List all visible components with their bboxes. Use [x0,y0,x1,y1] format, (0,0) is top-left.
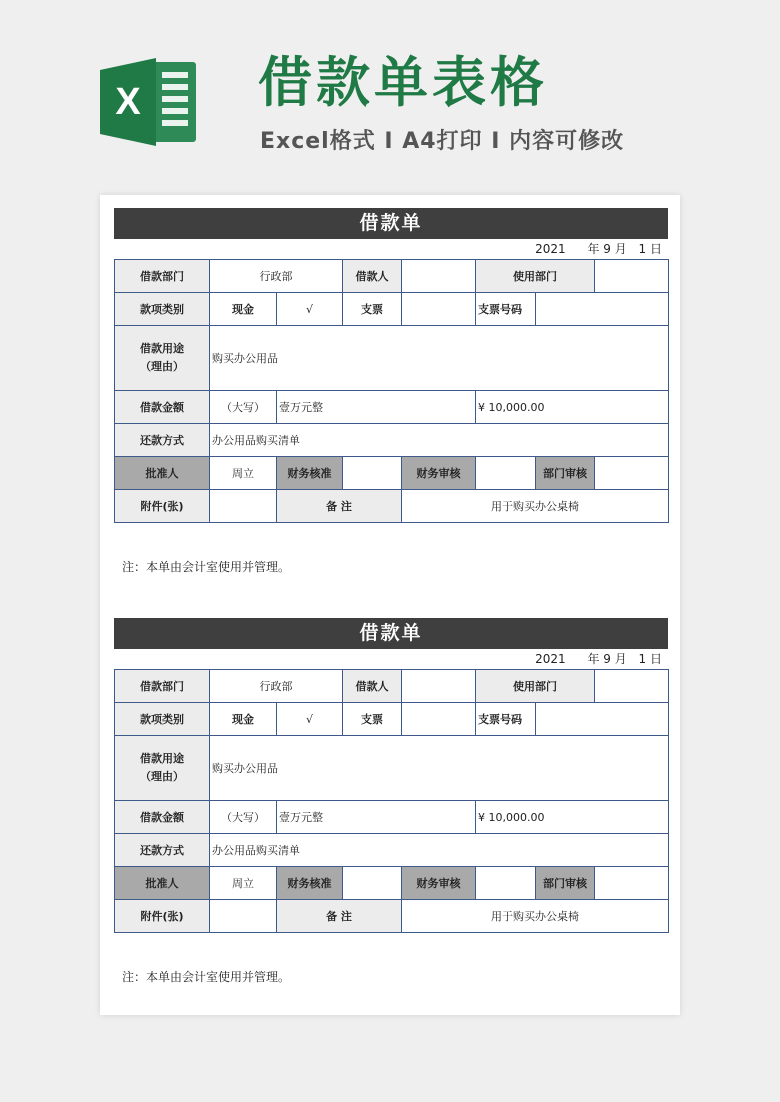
fin-review-value[interactable] [476,867,536,900]
form-note: 注：本单由会计室使用并管理。 [122,560,291,574]
repay-label: 还款方式 [115,424,210,457]
dept-value[interactable]: 行政部 [210,670,343,703]
borrower-value[interactable] [402,670,476,703]
table-row [115,457,669,490]
cheque-label: 支票 [343,293,402,326]
cheque-value[interactable] [402,293,476,326]
date-day: 1 日 [638,652,662,666]
dept-review-label: 部门审核 [536,867,595,900]
page-header [0,0,780,190]
table-row [115,293,669,326]
cheque-no-value[interactable] [536,703,669,736]
purpose-value[interactable]: 购买办公用品 [210,326,669,391]
remark-label: 备 注 [277,900,402,933]
amount-number-value[interactable]: ¥ 10,000.00 [476,391,669,424]
dept-review-value[interactable] [595,867,669,900]
approver-value[interactable]: 周立 [210,457,277,490]
dept-value[interactable]: 行政部 [210,260,343,293]
date-year: 2021 [535,652,566,666]
fin-approve-value[interactable] [343,457,402,490]
approver-label: 批准人 [115,457,210,490]
date-day: 1 日 [638,242,662,256]
attachments-label: 附件(张) [115,900,210,933]
borrower-value[interactable] [402,260,476,293]
loan-form-table [114,669,669,933]
repay-value[interactable]: 办公用品购买清单 [210,834,669,867]
table-row [115,391,669,424]
cash-check[interactable]: √ [277,293,343,326]
svg-text:X: X [115,81,141,123]
table-row [115,867,669,900]
form-title: 借款单 [114,618,668,649]
category-label: 款项类别 [115,703,210,736]
table-row [115,834,669,867]
approver-value[interactable]: 周立 [210,867,277,900]
loan-form-1 [114,208,668,574]
date-month: 年 9 月 [587,242,627,256]
dept-review-value[interactable] [595,457,669,490]
amount-upper-value[interactable]: 壹万元整 [277,801,476,834]
purpose-value[interactable]: 购买办公用品 [210,736,669,801]
attachments-value[interactable] [210,490,277,523]
use-dept-label: 使用部门 [476,260,595,293]
excel-logo-icon [100,56,200,148]
date-month: 年 9 月 [587,652,627,666]
fin-review-label: 财务审核 [402,457,476,490]
table-row [115,703,669,736]
table-row [115,801,669,834]
remark-label: 备 注 [277,490,402,523]
fin-approve-label: 财务核准 [277,867,343,900]
purpose-label: 借款用途 （理由） [115,326,210,391]
cheque-no-label: 支票号码 [476,293,536,326]
form-note: 注：本单由会计室使用并管理。 [122,970,291,984]
amount-upper-label: （大写） [210,801,277,834]
paper-sheet [100,195,680,1015]
dept-label: 借款部门 [115,670,210,703]
form-date [114,239,668,259]
cash-label: 现金 [210,293,277,326]
dept-review-label: 部门审核 [536,457,595,490]
category-label: 款项类别 [115,293,210,326]
amount-number-value[interactable]: ¥ 10,000.00 [476,801,669,834]
repay-value[interactable]: 办公用品购买清单 [210,424,669,457]
page-subtitle: Excel格式 I A4打印 I 内容可修改 [260,129,625,154]
cash-label: 现金 [210,703,277,736]
table-row [115,900,669,933]
cheque-value[interactable] [402,703,476,736]
use-dept-value[interactable] [595,260,669,293]
use-dept-value[interactable] [595,670,669,703]
approver-label: 批准人 [115,867,210,900]
remark-value[interactable]: 用于购买办公桌椅 [402,490,669,523]
amount-upper-value[interactable]: 壹万元整 [277,391,476,424]
date-year: 2021 [535,242,566,256]
loan-form-table [114,259,669,523]
amount-upper-label: （大写） [210,391,277,424]
dept-label: 借款部门 [115,260,210,293]
loan-form-2 [114,618,668,984]
attachments-value[interactable] [210,900,277,933]
remark-value[interactable]: 用于购买办公桌椅 [402,900,669,933]
repay-label: 还款方式 [115,834,210,867]
borrower-label: 借款人 [343,260,402,293]
use-dept-label: 使用部门 [476,670,595,703]
amount-label: 借款金额 [115,801,210,834]
purpose-label: 借款用途 （理由） [115,736,210,801]
fin-review-value[interactable] [476,457,536,490]
form-title: 借款单 [114,208,668,239]
form-date [114,649,668,669]
cheque-no-value[interactable] [536,293,669,326]
borrower-label: 借款人 [343,670,402,703]
table-row [115,424,669,457]
cheque-label: 支票 [343,703,402,736]
attachments-label: 附件(张) [115,490,210,523]
table-row [115,490,669,523]
fin-review-label: 财务审核 [402,867,476,900]
table-row [115,736,669,801]
fin-approve-value[interactable] [343,867,402,900]
amount-label: 借款金额 [115,391,210,424]
table-row [115,260,669,293]
cash-check[interactable]: √ [277,703,343,736]
cheque-no-label: 支票号码 [476,703,536,736]
table-row [115,670,669,703]
table-row [115,326,669,391]
fin-approve-label: 财务核准 [277,457,343,490]
page-title: 借款单表格 [258,51,548,114]
